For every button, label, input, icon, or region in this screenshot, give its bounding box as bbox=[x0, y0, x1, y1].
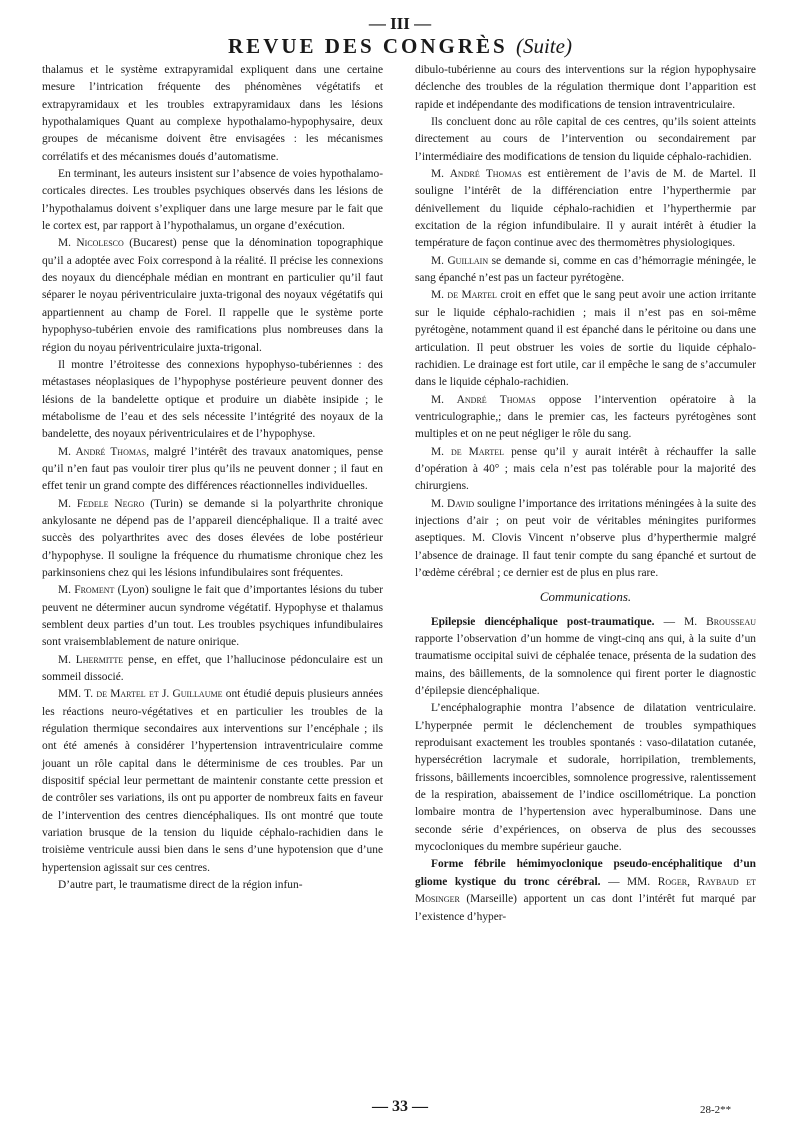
paragraph bbox=[415, 62, 756, 114]
paragraph bbox=[42, 357, 383, 444]
left-column bbox=[42, 62, 383, 895]
paragraph-text: , malgré l’intérêt des travaux anatomiques, pense qu’il n’en faut pas vouloir tirer plus qu’ils ne peuvent donner ; il faut en effet tenir un grand compte des différences réactionnelles individuelles. bbox=[42, 445, 383, 493]
communication-paragraph bbox=[415, 614, 756, 701]
paragraph-text: oppose l’intervention opératoire à la ventriculographie,; dans le premier cas, les facteurs pyrétogènes sont multiples et on ne peut négliger le rôle du sang. bbox=[415, 393, 756, 441]
page-number: — III — bbox=[368, 14, 432, 33]
speaker-name: M. Froment bbox=[58, 584, 115, 597]
paragraph-text: (Lyon) souligne le fait que d’importantes lésions du tuber peuvent ne déterminer aucun syndrome végétatif. Hypophyse et thalamus semblent deux parties d’un tout. Les troubles psychiques infundibulaires sont vraisemblablement de nature onirique. bbox=[42, 584, 384, 649]
paragraph-text: (Turin) se demande si la polyarthrite chronique ankylosante ne dépend pas de l’appareil diencéphalique. Il a traité avec succès des polyarthrites avec des doses élevées de lobe postérieur d’hypophyse. Il souligne la fréquence du rhumatisme chronique chez les parkinsoniens chez qui les lésions infundibulaires sont fréquentes. bbox=[42, 497, 384, 579]
page-title bbox=[0, 34, 800, 59]
paragraph-text: est entièrement de l’avis de M. de Martel. Il souligne l’intérêt de la différenciation entre l’hyperthermie par dénivellement du liquide céphalo-rachidien et l’hyperthermie par excitation de la région infundibulaire. Il y aurait intérêt à étudier la température de façon continue avec des thermomètres physiologiques. bbox=[415, 168, 756, 250]
speaker-name: M. Lhermitte bbox=[58, 653, 124, 666]
communication-title: Epilepsie diencéphalique post-traumatique. bbox=[431, 615, 655, 628]
paragraph-text: (Marseille) apportent un cas dont l’intérêt fut marqué par l’existence d’hyper- bbox=[415, 893, 756, 923]
speaker-name: MM. Roger, Raybaud et Mosinger bbox=[415, 875, 756, 906]
paragraph bbox=[42, 686, 383, 877]
paragraph-text: Il montre l’étroitesse des connexions hypophyso-tubériennes : des métastases néoplasiques de l’hypophyse postérieure peuvent donner des lésions de la bandelette optique et produire un diabète insipide ; le métabolisme de l’eau et des sels nécessite l’intégrité des noyaux de la bandelette, des noyaux périventriculaires et de l’hypophyse. bbox=[42, 358, 383, 441]
speaker-name: M. Brousseau bbox=[684, 615, 756, 628]
paragraph bbox=[42, 582, 383, 651]
footer-code: 28-2** bbox=[700, 1104, 732, 1116]
paragraph bbox=[415, 444, 756, 496]
speaker-name: M. Guillain bbox=[431, 254, 489, 267]
speaker-name: M. David bbox=[431, 497, 475, 510]
speaker-name: M. André Thomas bbox=[58, 445, 147, 458]
communication-paragraph bbox=[415, 856, 756, 925]
paragraph bbox=[42, 877, 383, 894]
paragraph bbox=[415, 496, 756, 583]
paragraph-text: pense, en effet, que l’hallucinose pédonculaire est un sommeil dissocié. bbox=[42, 653, 383, 684]
title-text: REVUE DES CONGRÈS bbox=[228, 34, 508, 58]
paragraph bbox=[42, 166, 383, 235]
paragraph bbox=[42, 496, 383, 583]
paragraph bbox=[415, 114, 756, 166]
paragraph bbox=[42, 235, 383, 356]
section-heading: Communications. bbox=[539, 589, 632, 605]
right-column bbox=[415, 62, 756, 926]
paragraph-text: croit en effet que le sang peut avoir une action irritante sur le liquide céphalo-rachidien ; mais il n’est pas en soi-même pyrétogène, notamment quand il est épanché dans le péritoine ou dans une articulation. Il peut obstruer les voies de sortie du liquide céphalo-rachidien. Le drainage est fort utile, car il empêche le sang de s’accumuler dans le liquide céphalo-rachidien. bbox=[415, 289, 756, 389]
paragraph-text: L’encéphalographie montra l’absence de dilatation ventriculaire. L’hyperpnée permit le déclenchement de troubles sympathiques reproduisant exactement les troubles spontanés : vaso-dilatation cutanée, hypersécrétion lacrymale et sudorale, horripilation, tremblements, frissons, bâillements incoercibles, somnolence progressive, ralentissement de la respiration, abaissement de l’indice oscillométrique. La ponction lombaire montra de l’hypertension avec hyperalbuminose. Dans une seconde série d’expériences, on observa de plus des secousses mycocloniques du membre supérieur gauche. bbox=[415, 702, 756, 854]
paragraph-text: pense qu’il y aurait intérêt à réchauffer la salle d’opération à 40° ; mais cela n’est pas tolérable pour la majorité des chirurgiens. bbox=[415, 445, 756, 493]
paragraph-text: se demande si, comme en cas d’hémorragie méningée, le sang épanché n’est pas un facteur pyrétogène. bbox=[415, 254, 757, 285]
speaker-name: M. Fedele Negro bbox=[58, 497, 145, 510]
communication-title: Forme fébrile hémimyoclonique pseudo-encéphalitique d’un gliome kystique du tronc cérébral. bbox=[415, 858, 756, 888]
paragraph-text: souligne l’importance des irritations méningées à la suite des injections d’air ; on peut voir de véritables méningites puriformes aseptiques. M. Clovis Vincent n’observe plus d’hyperthermie malgré l’absence de drainage. Il faut tenir compte du sang épanché et surtout de l’œdème cérébral ; ce dernier est de plus en plus rare. bbox=[415, 497, 756, 579]
speaker-name: M. André Thomas bbox=[431, 168, 522, 181]
paragraph bbox=[415, 253, 756, 288]
speaker-name: M. de Martel bbox=[431, 289, 497, 302]
paragraph bbox=[42, 652, 383, 687]
paragraph-text: thalamus et le système extrapyramidal expliquent dans une certaine mesure l’intrication fréquente des phénomènes végétatifs et extrapyramidaux et les troubles extrapyramidaux dans les lésions hypothalamiques Quant au complexe hypothalamo-hypophysaire, deux groupes de mécanisme doivent être envisagées : les mécanismes corrélatifs et des mécanismes doués d’automatisme. bbox=[42, 64, 383, 163]
title-suffix: (Suite) bbox=[515, 34, 572, 58]
speaker-name: MM. T. de Martel et J. Guillaume bbox=[58, 688, 223, 701]
footer-page-number: — 33 — bbox=[372, 1098, 428, 1115]
paragraph-text: D’autre part, le traumatisme direct de la région infun- bbox=[58, 879, 303, 892]
paragraph-text: ont étudié depuis plusieurs années les réactions neuro-végétatives et en particulier les troubles de la régulation thermique secondaires aux interventions sur l’encéphale ; ils ont été amenés à considérer l’hypertension intraventriculaire comme jouant un rôle capital dans le déterminisme de ces troubles. Par un dispositif spécial leur permettant de maintenir constante cette pression et de contrôler ses variations, ils ont pu apporter de nombreux faits en faveur de l’intervention des centres diencéphaliques. Ils ont montré que toute variation brusque de la tension du liquide céphalo-rachidien dans le troisième ventricule aussi bien dans le sens d’une hypotension que d’une hypertension agissait sur ces centres. bbox=[42, 688, 383, 874]
communication-paragraph bbox=[415, 700, 756, 856]
paragraph bbox=[42, 444, 383, 496]
speaker-name: M. Nicolesco bbox=[58, 237, 124, 250]
paragraph bbox=[415, 287, 756, 391]
title-dash: — bbox=[600, 875, 628, 888]
paragraph-text: Ils concluent donc au rôle capital de ces centres, qu’ils soient atteints directement au cours de l’intervention ou secondairement par l’intermédiaire des modifications de tension du liquide céphalo-rachidien. bbox=[415, 116, 756, 163]
paragraph-text: dibulo-tubérienne au cours des interventions sur la région hypophysaire déclenche des troubles de la régulation thermique dont l’apparition est rapide et indépendante des modifications de tension intraventriculaire. bbox=[415, 64, 756, 111]
paragraph-text: (Bucarest) pense que la dénomination topographique qu’il a adoptée avec Foix correspond à la réalité. Il précise les connexions des noyaux du diencéphale médian en montrant en particulier qu’il faut séparer le noyau périventriculaire juxta-trigonal des noyaux végétatifs qui appartiennent au champ de Forel. Il rappelle que le système porte hypophyso-tubérien envoie des ramifications plus nombreuses dans la région du noyau périventriculaire juxta-trigonal. bbox=[42, 237, 383, 354]
speaker-name: M. de Martel bbox=[431, 445, 505, 458]
paragraph bbox=[415, 166, 756, 253]
paragraph bbox=[415, 392, 756, 444]
paragraph-text: rapporte l’observation d’un homme de vingt-cinq ans qui, à la suite d’un traumatisme occipital suivi de céphalée tenace, présenta de la sudation des mains, des bâillements, de la somnolence qui firent porter le diagnostic d’épilepsie diencéphalique. bbox=[415, 633, 756, 698]
speaker-name: M. André Thomas bbox=[431, 393, 536, 406]
paragraph-text: En terminant, les auteurs insistent sur l’absence de voies hypothalamo-corticales directes. Les troubles psychiques observés dans les lésions de l’hypothalamus doivent s’expliquer dans une large mesure par le fait que le cortex est, par rapport à l’hypothalamus, un organe d’exécution. bbox=[42, 168, 383, 233]
paragraph bbox=[42, 62, 383, 166]
title-dash: — bbox=[654, 615, 685, 628]
